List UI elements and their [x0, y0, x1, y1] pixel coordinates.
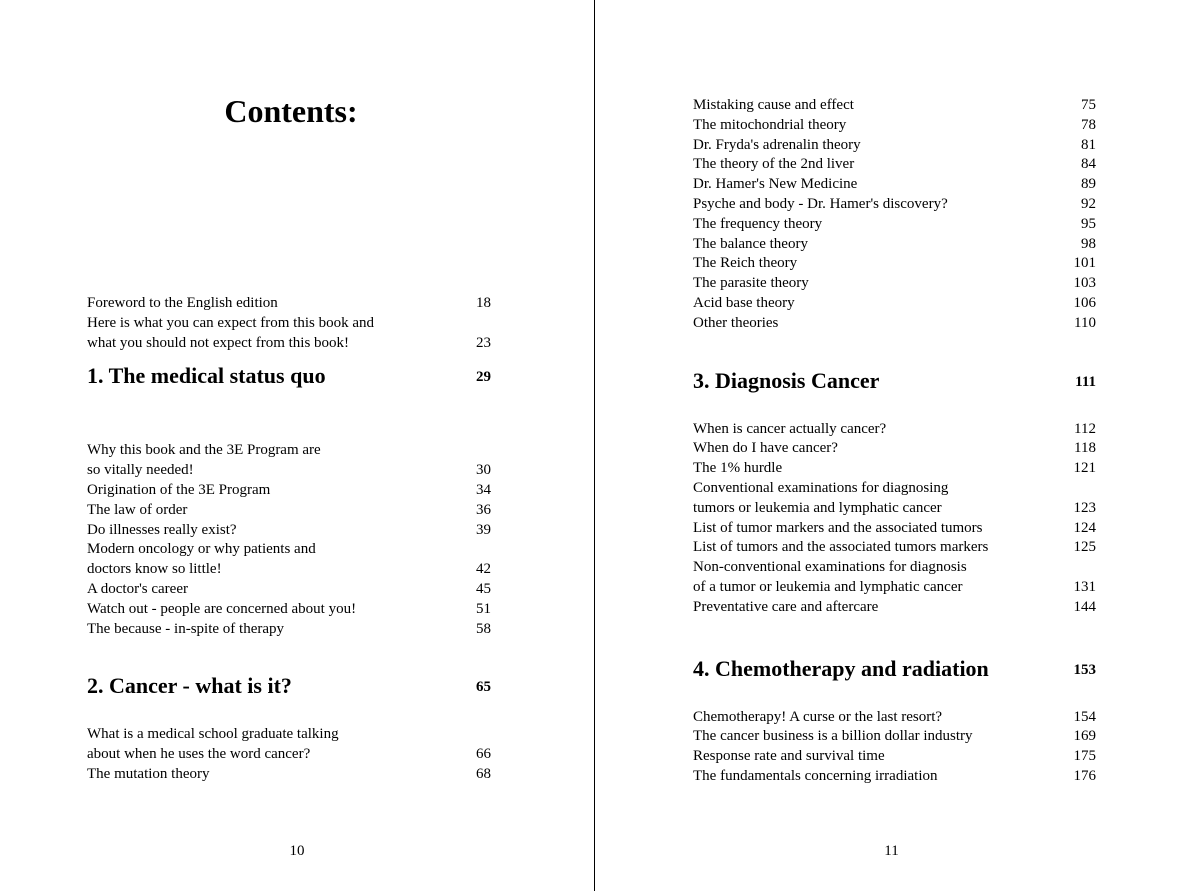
- entry-text: The balance theory: [693, 235, 808, 252]
- entry-page-number: 23: [476, 334, 491, 351]
- toc-entry[interactable]: [87, 620, 491, 640]
- toc-entry[interactable]: [87, 580, 491, 600]
- right-page: [595, 0, 1188, 891]
- entry-page-number: 78: [1081, 116, 1096, 133]
- entry-text: List of tumors and the associated tumors markers: [693, 539, 989, 556]
- toc-entry[interactable]: [693, 294, 1096, 314]
- chapter-title: 2. Cancer - what is it?: [87, 673, 292, 699]
- entry-page-number: 101: [1073, 255, 1096, 272]
- entry-text: The Reich theory: [693, 255, 798, 272]
- entry-text: When is cancer actually cancer?: [693, 420, 887, 437]
- entry-page-number: 58: [476, 620, 491, 637]
- entry-page-number: 176: [1073, 767, 1096, 784]
- toc-entry[interactable]: [693, 459, 1096, 479]
- toc-entry[interactable]: [693, 235, 1096, 255]
- toc-entry[interactable]: [693, 538, 1096, 558]
- toc-entry[interactable]: [87, 540, 491, 580]
- chapter-heading[interactable]: [693, 646, 1096, 708]
- toc-entry[interactable]: [693, 254, 1096, 274]
- entry-page-number: 118: [1074, 440, 1096, 457]
- entry-text: The theory of the 2nd liver: [693, 156, 855, 173]
- entry-text: The mutation theory: [87, 765, 210, 782]
- entry-page-number: 169: [1073, 728, 1096, 745]
- toc-entry[interactable]: [87, 725, 491, 765]
- chapter-title: 1. The medical status quo: [87, 363, 326, 389]
- toc-entry[interactable]: [693, 215, 1096, 235]
- entry-page-number: 68: [476, 765, 491, 782]
- entry-page-number: 112: [1074, 420, 1096, 437]
- toc-entry[interactable]: [693, 136, 1096, 156]
- entry-page-number: 45: [476, 580, 491, 597]
- entry-page-number: 121: [1073, 460, 1096, 477]
- entry-page-number: 75: [1081, 97, 1096, 113]
- toc-entry[interactable]: [693, 727, 1096, 747]
- entry-page-number: 144: [1073, 598, 1096, 615]
- left-toc: [87, 294, 491, 785]
- entry-page-number: 42: [476, 561, 491, 578]
- entry-text: Conventional examinations for diagnosing tumors or leukemia and lymphatic cancer: [693, 479, 949, 516]
- entry-page-number: 81: [1081, 136, 1096, 153]
- entry-text: Other theories: [693, 314, 779, 331]
- entry-page-number: 95: [1081, 215, 1096, 232]
- right-toc: [693, 96, 1096, 787]
- entry-page-number: 34: [476, 481, 491, 498]
- toc-entry[interactable]: [693, 314, 1096, 334]
- entry-page-number: 36: [476, 501, 491, 518]
- chapter-title: 3. Diagnosis Cancer: [693, 367, 880, 393]
- entry-text: The law of order: [87, 501, 188, 518]
- toc-entry[interactable]: [693, 155, 1096, 175]
- toc-entry[interactable]: [693, 598, 1096, 618]
- chapter-page-number: 29: [476, 369, 491, 386]
- toc-entry[interactable]: [693, 420, 1096, 440]
- toc-entry[interactable]: [693, 96, 1096, 116]
- page-number: 10: [289, 843, 305, 859]
- entry-text: The cancer business is a billion dollar industry: [693, 728, 973, 745]
- toc-entry[interactable]: [693, 747, 1096, 767]
- toc-entry[interactable]: [87, 294, 491, 314]
- toc-entry[interactable]: [87, 501, 491, 521]
- entry-text: Modern oncology or why patients and doctors know so little!: [87, 541, 316, 578]
- entry-page-number: 18: [476, 295, 491, 311]
- entry-text: Dr. Hamer's New Medicine: [693, 176, 858, 193]
- toc-entry[interactable]: [693, 195, 1096, 215]
- entry-page-number: 66: [476, 746, 491, 763]
- page-title: Contents:: [224, 93, 358, 129]
- toc-entry[interactable]: [87, 314, 491, 354]
- entry-text: Chemotherapy! A curse or the last resort?: [693, 708, 943, 725]
- entry-page-number: 103: [1073, 275, 1096, 292]
- entry-page-number: 98: [1081, 235, 1096, 252]
- entry-text: Psyche and body - Dr. Hamer's discovery?: [693, 195, 948, 212]
- entry-text: Why this book and the 3E Program are so vitally needed!: [87, 442, 321, 479]
- chapter-page-number: 111: [1075, 373, 1096, 390]
- toc-entry[interactable]: [693, 558, 1096, 598]
- toc-entry[interactable]: [693, 767, 1096, 787]
- entry-page-number: 110: [1074, 314, 1096, 331]
- entry-page-number: 92: [1081, 195, 1096, 212]
- entry-text: The 1% hurdle: [693, 460, 783, 477]
- chapter-title: 4. Chemotherapy and radiation: [693, 655, 989, 681]
- entry-text: The fundamentals concerning irradiation: [693, 767, 938, 784]
- entry-page-number: 30: [476, 462, 491, 479]
- chapter-page-number: 153: [1073, 661, 1096, 678]
- toc-entry[interactable]: [693, 274, 1096, 294]
- entry-text: Preventative care and aftercare: [693, 598, 879, 615]
- toc-entry[interactable]: [87, 481, 491, 501]
- toc-entry[interactable]: [693, 479, 1096, 519]
- entry-text: The parasite theory: [693, 275, 809, 292]
- toc-entry[interactable]: [87, 765, 491, 785]
- entry-text: The frequency theory: [693, 215, 823, 232]
- entry-page-number: 51: [476, 600, 491, 617]
- entry-page-number: 124: [1073, 519, 1096, 536]
- entry-text: Here is what you can expect from this book and what you should not expect from this book!: [87, 314, 374, 351]
- entry-text: Foreword to the English edition: [87, 295, 278, 311]
- chapter-heading[interactable]: [693, 358, 1096, 420]
- toc-entry[interactable]: [693, 175, 1096, 195]
- entry-text: Response rate and survival time: [693, 748, 885, 765]
- toc-entry[interactable]: [87, 441, 491, 481]
- chapter-page-number: 65: [476, 679, 491, 696]
- chapter-heading[interactable]: [87, 353, 491, 415]
- toc-entry[interactable]: [87, 600, 491, 620]
- entry-text: What is a medical school graduate talking about when he uses the word cancer?: [87, 726, 339, 763]
- entry-page-number: 125: [1073, 539, 1096, 556]
- entry-text: Origination of the 3E Program: [87, 481, 271, 498]
- entry-text: The mitochondrial theory: [693, 116, 847, 133]
- toc-entry[interactable]: [87, 521, 491, 541]
- entry-page-number: 39: [476, 521, 491, 538]
- entry-text: Do illnesses really exist?: [87, 521, 237, 538]
- chapter-heading[interactable]: [87, 663, 491, 725]
- entry-text: Mistaking cause and effect: [693, 97, 854, 113]
- toc-entry[interactable]: [693, 519, 1096, 539]
- entry-text: A doctor's career: [87, 580, 188, 597]
- entry-page-number: 175: [1073, 748, 1096, 765]
- entry-text: The because - in-spite of therapy: [87, 620, 284, 637]
- toc-entry[interactable]: [693, 708, 1096, 728]
- entry-text: Dr. Fryda's adrenalin theory: [693, 136, 861, 153]
- entry-page-number: 131: [1073, 578, 1096, 595]
- page-number: 11: [884, 843, 899, 859]
- entry-page-number: 123: [1073, 499, 1096, 516]
- toc-entry[interactable]: [693, 439, 1096, 459]
- toc-entry[interactable]: [693, 116, 1096, 136]
- entry-page-number: 89: [1081, 176, 1096, 193]
- entry-page-number: 154: [1073, 708, 1096, 725]
- entry-text: Watch out - people are concerned about you!: [87, 600, 357, 617]
- entry-page-number: 106: [1073, 294, 1096, 311]
- entry-text: Acid base theory: [693, 294, 795, 311]
- entry-text: When do I have cancer?: [693, 440, 838, 457]
- entry-text: Non-conventional examinations for diagnosis of a tumor or leukemia and lymphatic cancer: [693, 559, 967, 595]
- entry-page-number: 84: [1081, 156, 1096, 173]
- entry-text: List of tumor markers and the associated tumors: [693, 519, 983, 536]
